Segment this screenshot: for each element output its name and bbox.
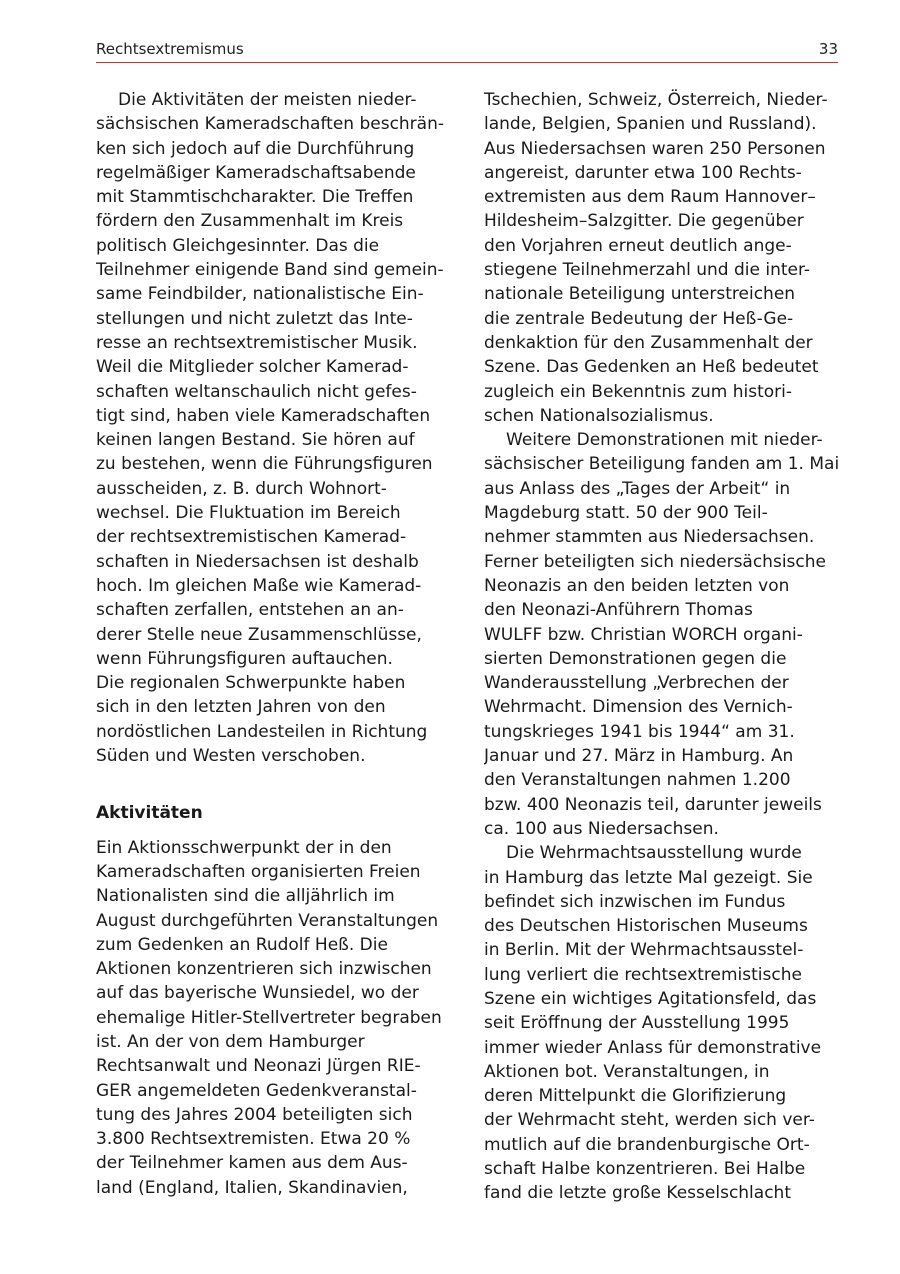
text-line: ausscheiden, z. B. durch Wohnort- bbox=[96, 478, 387, 499]
text-line: WULFF bzw. Christian WORCH organi- bbox=[484, 624, 803, 645]
text-line: Weil die Mitglieder solcher Kamerad- bbox=[96, 357, 409, 378]
text-line: angereist, darunter etwa 100 Rechts- bbox=[484, 162, 802, 183]
text-line: aus Anlass des „Tages der Arbeit“ in bbox=[484, 478, 791, 499]
text-line: ehemalige Hitler-Stellvertreter begraben bbox=[96, 1007, 442, 1028]
text-line: 3.800 Rechtsextremisten. Etwa 20 % bbox=[96, 1129, 411, 1150]
text-line: Aktionen konzentrieren sich inzwischen bbox=[96, 959, 432, 980]
text-line: extremisten aus dem Raum Hannover– bbox=[484, 187, 816, 208]
text-line: den Vorjahren erneut deutlich ange- bbox=[484, 235, 792, 256]
text-line: schaften weltanschaulich nicht gefes- bbox=[96, 381, 417, 402]
text-line: stiegene Teilnehmerzahl und die inter- bbox=[484, 260, 811, 281]
text-line: bzw. 400 Neonazis teil, darunter jeweils bbox=[484, 794, 822, 815]
text-line: die zentrale Bedeutung der Heß-Ge- bbox=[484, 308, 794, 329]
text-line: immer wieder Anlass für demonstrative bbox=[484, 1037, 822, 1058]
text-line: Aktionen bot. Veranstaltungen, in bbox=[484, 1061, 770, 1082]
text-line: Die Aktivitäten der meisten nieder- bbox=[118, 90, 417, 110]
text-line: Neonazis an den beiden letzten von bbox=[484, 575, 790, 596]
text-line: ist. An der von dem Hamburger bbox=[96, 1031, 365, 1052]
right-column bbox=[484, 88, 840, 1206]
text-line: der Wehrmacht steht, werden sich ver- bbox=[484, 1110, 815, 1131]
text-line: politisch Gleichgesinnter. Das die bbox=[96, 235, 380, 256]
text-line: lung verliert die rechtsextremistische bbox=[484, 964, 802, 985]
text-line: resse an rechtsextremistischer Musik. bbox=[96, 332, 418, 353]
text-line: auf das bayerische Wunsiedel, wo der bbox=[96, 983, 419, 1004]
text-line: sierten Demonstrationen gegen die bbox=[484, 648, 787, 669]
running-header bbox=[96, 38, 838, 63]
text-line: seit Eröffnung der Ausstellung 1995 bbox=[484, 1013, 790, 1034]
text-line: schaften zerfallen, entstehen an an- bbox=[96, 600, 404, 621]
text-line: schaften in Niedersachsen ist deshalb bbox=[96, 551, 419, 572]
text-line: den Neonazi-Anführern Thomas bbox=[484, 600, 753, 621]
text-line: ken sich jedoch auf die Durchführung bbox=[96, 138, 415, 159]
text-line: nehmer stammten aus Niedersachsen. bbox=[484, 527, 815, 548]
text-line: Die regionalen Schwerpunkte haben bbox=[96, 673, 406, 694]
section-heading: Aktivitäten bbox=[96, 803, 203, 824]
text-line: August durchgeführten Veranstaltungen bbox=[96, 910, 439, 931]
text-line: sächsischer Beteiligung fanden am 1. Mai bbox=[484, 454, 840, 475]
text-line: Hildesheim–Salzgitter. Die gegenüber bbox=[484, 211, 804, 232]
text-line: in Hamburg das letzte Mal gezeigt. Sie bbox=[484, 867, 813, 888]
text-line: Ein Aktionsschwerpunkt der in den bbox=[96, 837, 392, 858]
text-line: wechsel. Die Fluktuation im Bereich bbox=[96, 503, 401, 524]
text-line: Szene. Das Gedenken an Heß bedeutet bbox=[484, 357, 819, 378]
text-line: tungskrieges 1941 bis 1944“ am 31. bbox=[484, 721, 795, 742]
text-line: Süden und Westen verschoben. bbox=[96, 746, 366, 767]
text-line: des Deutschen Historischen Museums bbox=[484, 916, 808, 937]
text-line: zugleich ein Bekenntnis zum histori- bbox=[484, 381, 793, 402]
text-line: Januar und 27. März in Hamburg. An bbox=[484, 746, 794, 767]
text-line: tung des Jahres 2004 beteiligten sich bbox=[96, 1104, 413, 1125]
text-line: Rechtsanwalt und Neonazi Jürgen RIE- bbox=[96, 1056, 421, 1077]
text-line: schaft Halbe konzentrieren. Bei Halbe bbox=[484, 1159, 806, 1180]
text-line: same Feindbilder, nationalistische Ein- bbox=[96, 284, 424, 305]
text-line: Wehrmacht. Dimension des Vernich- bbox=[484, 697, 793, 718]
text-line: Die Wehrmachtsausstellung wurde bbox=[506, 843, 802, 864]
text-line: hoch. Im gleichen Maße wie Kamerad- bbox=[96, 575, 422, 596]
text-line: mit Stammtischcharakter. Die Treffen bbox=[96, 187, 414, 208]
text-line: schen Nationalsozialismus. bbox=[484, 405, 714, 426]
text-line: nationale Beteiligung unterstreichen bbox=[484, 284, 796, 305]
text-line: wenn Führungsfiguren auftauchen. bbox=[96, 648, 393, 669]
text-line: fördern den Zusammenhalt im Kreis bbox=[96, 211, 404, 232]
left-column bbox=[96, 88, 456, 1200]
paragraph-demonstrationen bbox=[484, 428, 840, 841]
text-line: regelmäßiger Kameradschaftsabende bbox=[96, 162, 416, 183]
text-line: fand die letzte große Kesselschlacht bbox=[484, 1183, 791, 1204]
text-line: deren Mittelpunkt die Glorifizierung bbox=[484, 1086, 787, 1107]
text-line: Aus Niedersachsen waren 250 Personen bbox=[484, 138, 826, 159]
text-line: den Veranstaltungen nahmen 1.200 bbox=[484, 770, 791, 791]
text-line: Teilnehmer einigende Band sind gemein- bbox=[96, 260, 444, 281]
text-line: Nationalisten sind die alljährlich im bbox=[96, 886, 395, 907]
text-line: Magdeburg statt. 50 der 900 Teil- bbox=[484, 503, 768, 524]
text-line: sächsischen Kameradschaften beschrän- bbox=[96, 114, 445, 135]
text-line: befindet sich inzwischen im Fundus bbox=[484, 891, 786, 912]
text-line: zu bestehen, wenn die Führungsfiguren bbox=[96, 454, 433, 475]
text-line: keinen langen Bestand. Sie hören auf bbox=[96, 430, 415, 451]
text-line: Tschechien, Schweiz, Österreich, Nieder- bbox=[484, 90, 828, 110]
text-line: Kameradschaften organisierten Freien bbox=[96, 861, 421, 882]
text-line: GER angemeldeten Gedenkveranstal- bbox=[96, 1080, 417, 1101]
text-line: derer Stelle neue Zusammenschlüsse, bbox=[96, 624, 422, 645]
text-line: Szene ein wichtiges Agitationsfeld, das bbox=[484, 988, 817, 1009]
text-line: denkaktion für den Zusammenhalt der bbox=[484, 332, 813, 353]
text-line: der Teilnehmer kamen aus dem Aus- bbox=[96, 1153, 408, 1174]
text-line: nordöstlichen Landesteilen in Richtung bbox=[96, 721, 428, 742]
text-line: land (England, Italien, Skandinavien, bbox=[96, 1177, 408, 1198]
text-line: zum Gedenken an Rudolf Heß. Die bbox=[96, 934, 388, 955]
text-line: Weitere Demonstrationen mit nieder- bbox=[506, 430, 823, 451]
text-line: Ferner beteiligten sich niedersächsische bbox=[484, 551, 826, 572]
paragraph-teilnehmer bbox=[484, 88, 840, 428]
text-line: tigt sind, haben viele Kameradschaften bbox=[96, 405, 431, 426]
text-line: in Berlin. Mit der Wehrmachtsausstel- bbox=[484, 940, 804, 961]
text-line: ca. 100 aus Niedersachsen. bbox=[484, 818, 719, 839]
text-line: der rechtsextremistischen Kamerad- bbox=[96, 527, 407, 548]
text-line: mutlich auf die brandenburgische Ort- bbox=[484, 1134, 810, 1155]
paragraph-wehrmachtsausstellung bbox=[484, 841, 840, 1205]
page-number: 33 bbox=[818, 40, 838, 58]
text-line: sich in den letzten Jahren von den bbox=[96, 697, 386, 718]
paragraph-kameradschaften bbox=[96, 88, 456, 768]
text-line: Wanderausstellung „Verbrechen der bbox=[484, 673, 789, 694]
paragraph-aktionsschwerpunkt bbox=[96, 836, 456, 1200]
text-line: lande, Belgien, Spanien und Russland). bbox=[484, 114, 817, 135]
header-title: Rechtsextremismus bbox=[96, 40, 244, 58]
text-line: stellungen und nicht zuletzt das Inte- bbox=[96, 308, 413, 329]
